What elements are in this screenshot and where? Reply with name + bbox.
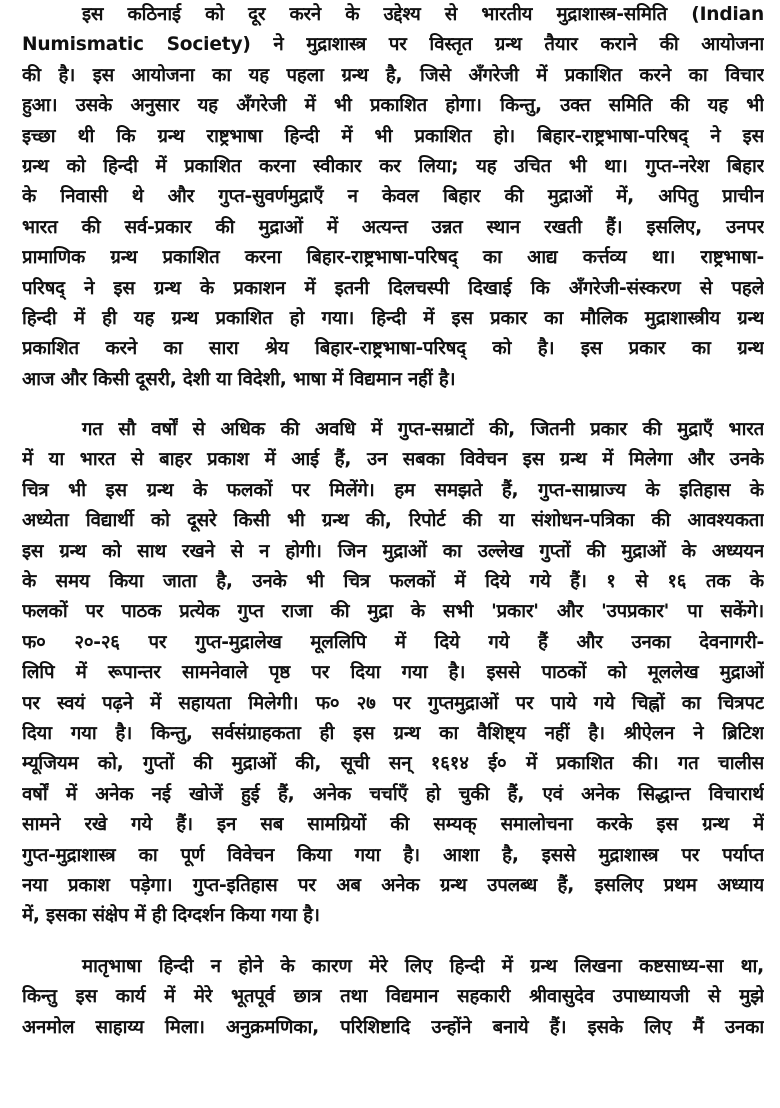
text-line: इच्छा थी कि ग्रन्थ राष्ट्रभाषा हिन्दी में भी प्रकाशित हो। बिहार-राष्ट्रभाषा-परिषद् ने इस [22, 125, 764, 147]
paragraph-1 [22, 0, 764, 395]
text-line: दिया गया है। किन्तु, सर्वसंग्राहकता ही इस ग्रन्थ का वैशिष्ट्य नहीं है। श्रीऐलन ने ब्रिटिश [22, 722, 764, 744]
text-line: की है। इस आयोजना का यह पहला ग्रन्थ है, जिसे अँगरेजी में प्रकाशित करने का विचार [22, 64, 764, 86]
text-line: गुप्त-मुद्राशास्त्र का पूर्ण विवेचन किया गया है। आशा है, इससे मुद्राशास्त्र पर पर्याप्त [22, 844, 764, 866]
text-line: में, इसका संक्षेप में ही दिग्दर्शन किया गया है। [22, 905, 320, 927]
paragraph-gap [22, 395, 764, 415]
text-line: मातृभाषा हिन्दी न होने के कारण मेरे लिए हिन्दी में ग्रन्थ लिखना कष्टसाध्य-सा था, [82, 955, 764, 977]
text-line: प्रामाणिक ग्रन्थ प्रकाशित करना बिहार-राष्ट्रभाषा-परिषद् का आद्य कर्त्तव्य था। राष्ट्रभाषा- [22, 247, 764, 269]
text-line: सामने रखे गये हैं। इन सब सामग्रियों की सम्यक् समालोचना करके इस ग्रन्थ में [22, 814, 764, 836]
text-line: पर स्वयं पढ़ने में सहायता मिलेगी। फ० २७ पर गुप्तमुद्राओं पर पाये गये चिह्नों का चित्रपट [22, 692, 764, 714]
text-line: आज और किसी दूसरी, देशी या विदेशी, भाषा में विद्यमान नहीं है। [22, 368, 456, 390]
text-line: परिषद् ने इस ग्रन्थ के प्रकाशन में इतनी दिलचस्पी दिखाई कि अँगरेजी-संस्करण से पहले [22, 277, 764, 299]
text-line: फलकों पर पाठक प्रत्येक गुप्त राजा की मुद्रा के सभी 'प्रकार' और 'उपप्रकार' पा सकेंगे। [22, 601, 764, 623]
text-line: इस कठिनाई को दूर करने के उद्देश्य से भारतीय मुद्राशास्त्र-समिति (Indian [82, 4, 764, 25]
text-line: फ० २०-२६ पर गुप्त-मुद्रालेख मूललिपि में दिये गये हैं और उनका देवनागरी- [22, 631, 764, 653]
text-line: किन्तु इस कार्य में मेरे भूतपूर्व छात्र तथा विद्यमान सहकारी श्रीवासुदेव उपाध्यायजी से मुझे [22, 986, 764, 1008]
text-line: लिपि में रूपान्तर सामनेवाले पृष्ठ पर दिया गया है। इससे पाठकों को मूललेख मुद्राओं [22, 662, 764, 684]
text-line: म्यूजियम को, गुप्तों की मुद्राओं की, सूची सन् १६१४ ई० में प्रकाशित की। गत चालीस [22, 753, 764, 775]
text-line: चित्र भी इस ग्रन्थ के फलकों पर मिलेंगे। हम समझते हैं, गुप्त-साम्राज्य के इतिहास के [22, 479, 764, 501]
paragraph-3 [22, 952, 764, 1043]
text-line: अनमोल साहाय्य मिला। अनुक्रमणिका, परिशिष्टादि उन्होंने बनाये हैं। इसके लिए मैं उनका [22, 1016, 764, 1038]
paragraph-gap [22, 932, 764, 952]
text-line: के समय किया जाता है, उनके भी चित्र फलकों में दिये गये हैं। १ से १६ तक के [22, 571, 764, 593]
paragraph-2 [22, 415, 764, 932]
text-line: ग्रन्थ को हिन्दी में प्रकाशित करना स्वीकार कर लिया; यह उचित भी था। गुप्त-नरेश बिहार [22, 155, 764, 177]
text-line: गत सौ वर्षों से अधिक की अवधि में गुप्त-सम्राटों की, जितनी प्रकार की मुद्राएँ भारत [82, 419, 764, 441]
text-line: हिन्दी में ही यह ग्रन्थ प्रकाशित हो गया। हिन्दी में इस प्रकार का मौलिक मुद्राशास्त्रीय ग्रन्थ [22, 307, 764, 329]
text-line: प्रकाशित करने का सारा श्रेय बिहार-राष्ट्रभाषा-परिषद् को है। इस प्रकार का ग्रन्थ [22, 338, 764, 360]
text-line: वर्षों में अनेक नई खोजें हुई हैं, अनेक चर्चाएँ हो चुकी हैं, एवं अनेक सिद्धान्त विचारार्थ [22, 783, 764, 805]
text-line: भारत की सर्व-प्रकार की मुद्राओं में अत्यन्त उन्नत स्थान रखती हैं। इसलिए, उनपर [22, 216, 764, 238]
text-line: अध्येता विद्यार्थी को दूसरे किसी भी ग्रन्थ की, रिपोर्ट की या संशोधन-पत्रिका की आवश्यकता [22, 510, 764, 532]
document-page [22, 0, 764, 1108]
text-line: Numismatic Society) ने मुद्राशास्त्र पर विस्तृत ग्रन्थ तैयार कराने की आयोजना [22, 34, 764, 56]
text-line: इस ग्रन्थ को साथ रखने से न होगी। जिन मुद्राओं का उल्लेख गुप्तों की मुद्राओं के अध्ययन [22, 540, 764, 562]
text-line: में या भारत से बाहर प्रकाश में आई हैं, उन सबका विवेचन इस ग्रन्थ में मिलेगा और उनके [22, 449, 764, 471]
text-line: हुआ। उसके अनुसार यह अँगरेजी में भी प्रकाशित होगा। किन्तु, उक्त समिति की यह भी [22, 95, 764, 117]
text-line: नया प्रकाश पड़ेगा। गुप्त-इतिहास पर अब अनेक ग्रन्थ उपलब्ध हैं, इसलिए प्रथम अध्याय [22, 874, 764, 896]
text-line: के निवासी थे और गुप्त-सुवर्णमुद्राएँ न केवल बिहार की मुद्राओं में, अपितु प्राचीन [22, 186, 764, 208]
